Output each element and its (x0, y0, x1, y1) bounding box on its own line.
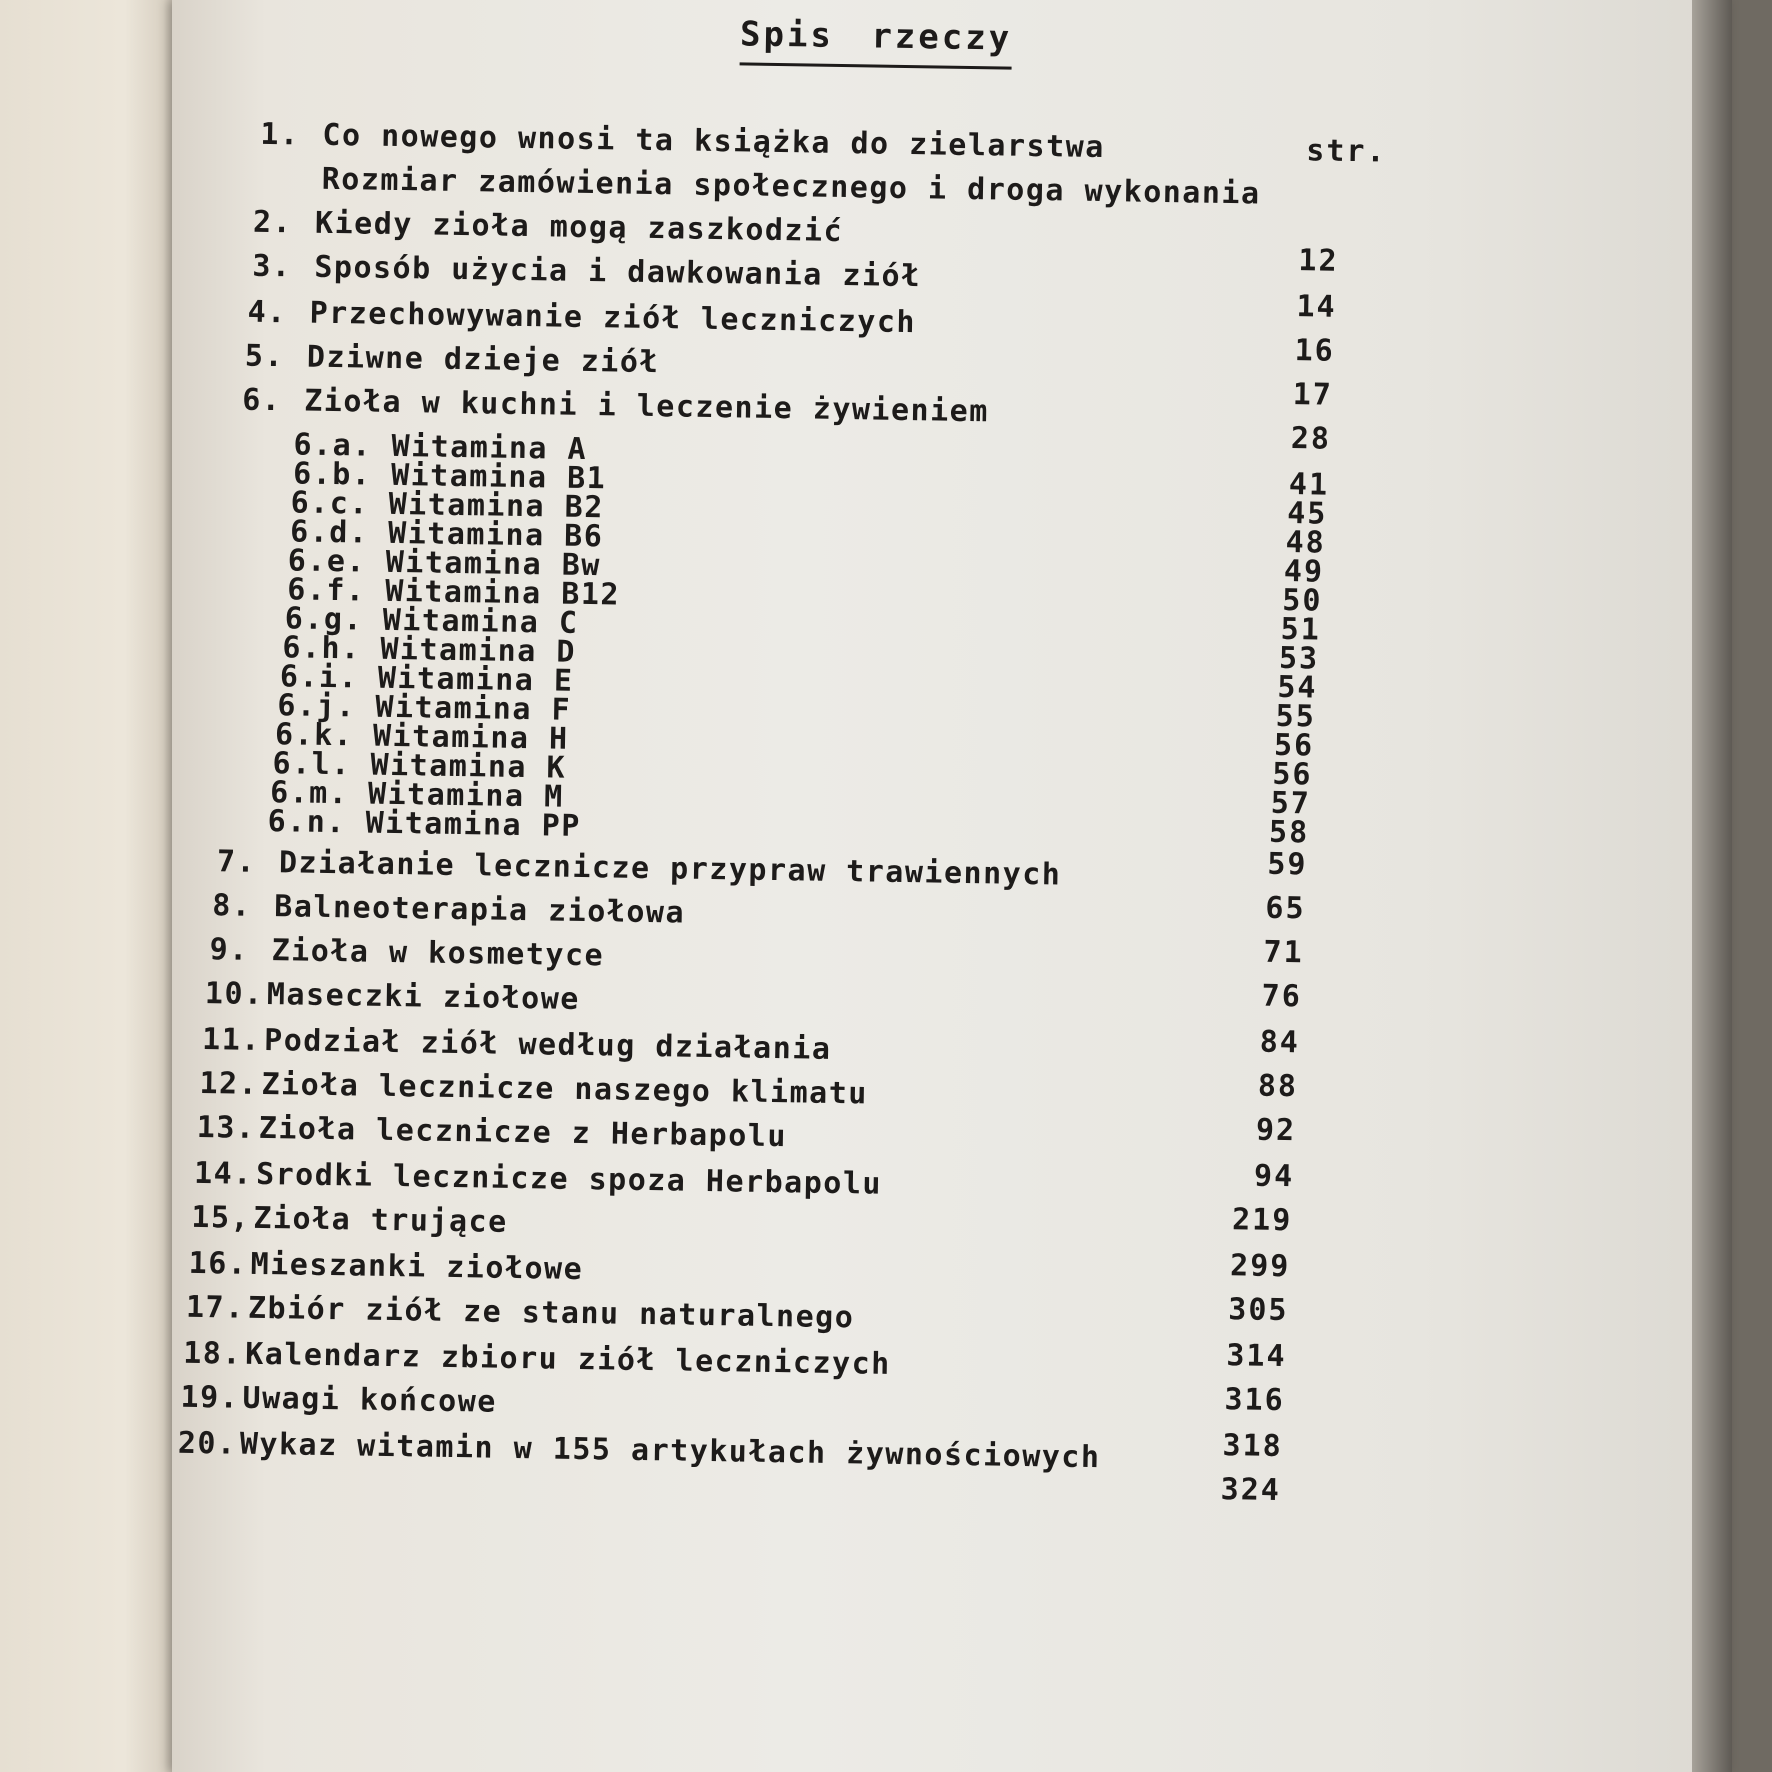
toc-entry-title: Uwagi końcowe (242, 1380, 498, 1420)
toc-page-number: 59 (1267, 846, 1308, 883)
toc-entry-number: 2. (252, 204, 293, 241)
toc-entry-title: Maseczki ziołowe (266, 977, 581, 1017)
table-of-contents (145, 0, 1733, 1772)
toc-entry-number: 6.i. (279, 659, 359, 696)
toc-entry-title: Zioła lecznicze z Herbapolu (258, 1110, 788, 1155)
toc-page-number: 94 (1253, 1158, 1295, 1195)
toc-page-number: 219 (1231, 1202, 1293, 1239)
toc-page-number: 57 (1270, 785, 1312, 822)
book-page (172, 0, 1732, 1772)
toc-entry (245, 337, 660, 383)
toc-entry-number: 6.a. (293, 427, 373, 464)
toc-entry-number: 20. (177, 1425, 237, 1462)
toc-page-number: 84 (1259, 1024, 1301, 1061)
toc-page-number: 49 (1283, 553, 1325, 590)
toc-entry-title: Witamina PP (365, 805, 582, 844)
toc-page-number: 51 (1280, 611, 1322, 648)
toc-entry-number: 1. (260, 116, 300, 153)
toc-page-number: 12 (1298, 243, 1339, 279)
toc-entry-number: 6.d. (289, 514, 369, 551)
toc-page-number: 16 (1294, 333, 1336, 369)
toc-entry-number: 6.c. (290, 485, 370, 522)
toc-page-number: 58 (1268, 814, 1310, 851)
toc-entry-number: 6.j. (277, 688, 356, 725)
toc-entry-title: Srodki lecznicze spoza Herbapolu (255, 1156, 883, 1202)
toc-entry-title: Co nowego wnosi ta książka do zielarstwa (322, 117, 1106, 166)
toc-entry-number: 13. (196, 1109, 256, 1146)
toc-entry-title: Balneoterapia ziołowa (274, 889, 686, 931)
toc-entry-number: 4. (247, 294, 288, 331)
toc-page-number: 56 (1273, 727, 1315, 764)
toc-entry-number: 6.h. (282, 630, 361, 667)
toc-entry (252, 247, 921, 297)
toc-entry (205, 974, 581, 1020)
toc-entry-number: 9. (209, 932, 250, 968)
toc-entry (242, 381, 989, 433)
toc-entry-number: 10. (204, 976, 264, 1012)
toc-entry-number: 6.e. (287, 543, 367, 580)
toc-entry-number: 7. (216, 844, 257, 880)
toc-entry (253, 203, 844, 252)
toc-entry-number: 6.f. (287, 572, 366, 609)
toc-page-number: 88 (1257, 1068, 1299, 1105)
page-title: Spis rzeczy (740, 14, 1013, 69)
toc-entry-title: Kalendarz zbioru ziół leczniczych (244, 1336, 891, 1382)
toc-entry-title: Zioła lecznicze naszego klimatu (261, 1066, 869, 1112)
toc-entry (183, 1334, 891, 1385)
toc-page-number: 14 (1296, 289, 1337, 325)
toc-entry-title: Witamina A (391, 428, 588, 468)
toc-entry-title: Witamina F (375, 689, 572, 728)
toc-entry (186, 1288, 855, 1338)
toc-entry (197, 1108, 788, 1157)
toc-entry-title: Sposób użycia i dawkowania ziół (314, 249, 921, 295)
toc-page-number: 48 (1285, 524, 1327, 561)
toc-page-number: 305 (1228, 1292, 1289, 1329)
toc-entry-number: 6. (241, 382, 282, 419)
toc-entry (180, 1378, 497, 1423)
toc-entry-title: Przechowywanie ziół leczniczych (309, 295, 917, 341)
toc-entry (212, 886, 685, 933)
page-column-label: str. (1306, 133, 1387, 170)
toc-entry-number: 17. (185, 1289, 245, 1326)
toc-entry-number: 14. (193, 1155, 254, 1192)
toc-page-number: 50 (1282, 582, 1323, 619)
toc-entry (209, 930, 604, 976)
toc-entry-number: 6.m. (269, 775, 349, 812)
toc-entry-number: 11. (201, 1022, 262, 1058)
toc-entry-number: 18. (182, 1335, 243, 1372)
toc-page-number: 71 (1263, 934, 1304, 971)
toc-entry-number: 3. (252, 248, 292, 285)
toc-entry-title: Wykaz witamin w 155 artykułach żywnościowych (239, 1426, 1101, 1476)
toc-entry-title: Witamina B6 (387, 515, 604, 555)
toc-page-number: 45 (1286, 496, 1328, 532)
toc-entry-title: Zioła w kosmetyce (271, 933, 605, 974)
toc-page-number: 314 (1226, 1338, 1287, 1375)
toc-entry-title: Witamina B1 (390, 457, 607, 497)
toc-entry-title: Witamina K (370, 747, 567, 786)
toc-entry-number: 16. (188, 1245, 248, 1282)
toc-entry-number (260, 188, 322, 189)
toc-page-number: 299 (1229, 1248, 1291, 1285)
toc-page-number: 316 (1224, 1382, 1285, 1419)
toc-entry-title: Dziwne dzieje ziół (306, 339, 660, 381)
toc-entry (188, 1244, 583, 1290)
toc-page-number: 28 (1290, 421, 1332, 457)
toc-page-number: 92 (1255, 1112, 1297, 1149)
toc-entry (194, 1154, 883, 1205)
toc-page-number: 76 (1261, 978, 1303, 1015)
toc-entry-title: Witamina D (380, 631, 577, 670)
toc-entry-title: Witamina B2 (388, 486, 605, 526)
toc-entry-number: 12. (199, 1065, 259, 1102)
toc-entry-title: Witamina H (372, 718, 569, 757)
toc-entry-number: 15, (191, 1199, 251, 1236)
toc-entry-number: 6.l. (272, 746, 352, 783)
toc-entry-title: Witamina E (377, 660, 574, 699)
toc-entry-number: 6.g. (284, 601, 364, 638)
toc-entry-number: 19. (180, 1379, 240, 1416)
toc-entry (191, 1198, 508, 1243)
toc-entry-title: Podział ziół według działania (263, 1023, 832, 1067)
toc-entry-title: Witamina Bw (385, 544, 602, 584)
toc-entry-title: Witamina B12 (384, 573, 621, 613)
toc-page-number: 53 (1278, 640, 1320, 677)
toc-entry (199, 1064, 868, 1114)
toc-page-number: 65 (1265, 890, 1306, 927)
toc-entry-title: Zbiór ziół ze stanu naturalnego (247, 1290, 855, 1336)
toc-entry-number: 6.b. (292, 456, 372, 493)
toc-page-number: 17 (1292, 377, 1334, 413)
toc-entry-title: Witamina M (367, 776, 564, 815)
toc-entry (247, 293, 916, 343)
toc-entry-title: Zioła trujące (253, 1200, 508, 1240)
toc-entry-title: Mieszanki ziołowe (250, 1246, 584, 1288)
toc-entry-number: 8. (212, 888, 252, 924)
toc-entry-title: Witamina C (382, 602, 579, 641)
toc-entry-title: Rozmiar zamówienia społecznego i droga wykonania (321, 161, 1261, 212)
toc-entry-title: Kiedy zioła mogą zaszkodzić (314, 205, 844, 249)
toc-page-number: 56 (1272, 756, 1313, 793)
toc-entry-number: 5. (244, 338, 285, 375)
toc-entry-title: Działanie lecznicze przypraw trawiennych (278, 845, 1062, 893)
toc-page-number: 324 (1220, 1472, 1282, 1509)
toc-page-number: 54 (1277, 669, 1318, 706)
toc-page-number: 41 (1288, 467, 1330, 503)
toc-entry-title: Zioła w kuchni i leczenie żywieniem (303, 383, 990, 430)
toc-subentry (267, 802, 581, 847)
toc-page-number: 55 (1275, 698, 1317, 735)
toc-entry-number: 6.n. (267, 804, 347, 841)
toc-entry (202, 1020, 832, 1070)
toc-entry (178, 1424, 1101, 1478)
toc-entry-number: 6.k. (274, 717, 354, 754)
toc-page-number: 318 (1222, 1428, 1284, 1465)
